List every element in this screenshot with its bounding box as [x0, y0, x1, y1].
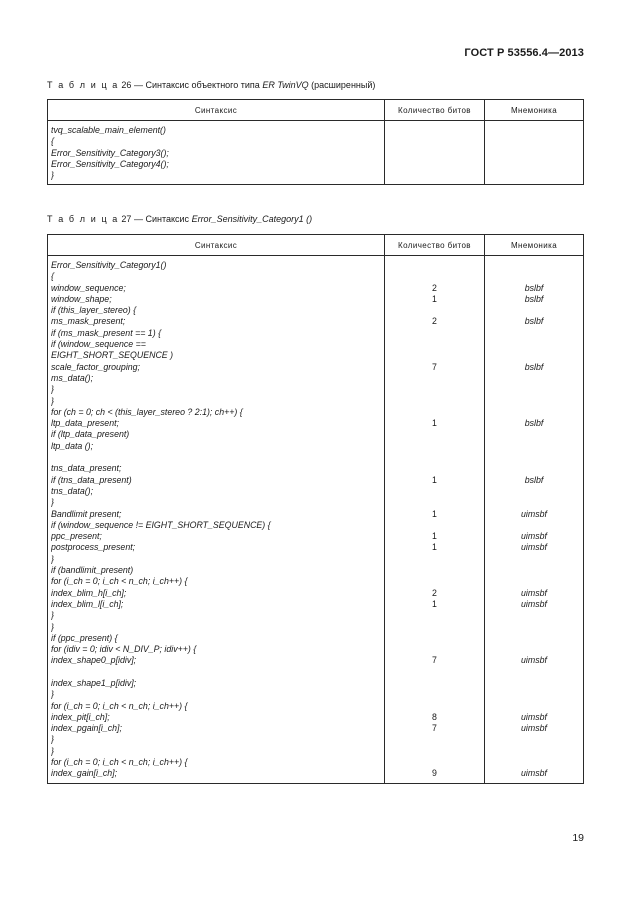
mnemonic-value: bslbf: [524, 361, 544, 372]
bits-value: [385, 125, 484, 136]
mnemonic-value: [485, 622, 583, 633]
table-header-row: [48, 100, 584, 121]
mnemonic-value: [485, 373, 583, 384]
bits-value: [385, 520, 484, 531]
mnemonic-value: [485, 486, 583, 497]
syntax-line: scale_factor_grouping;: [51, 361, 141, 372]
mnemonic-value: uimsbf: [521, 768, 547, 779]
syntax-line: ms_data();: [51, 372, 94, 383]
bits-value: [385, 610, 484, 621]
mnemonic-value: uimsbf: [521, 723, 547, 734]
bits-value: 1: [432, 418, 437, 429]
table-body-row: [48, 121, 584, 185]
mnemonic-value: [485, 576, 583, 587]
mnemonic-value: uimsbf: [521, 711, 547, 722]
mnemonic-value: [485, 452, 583, 463]
bits-value: [385, 396, 484, 407]
bits-value: 1: [432, 293, 437, 304]
mnemonic-value: [485, 701, 583, 712]
mnemonic-value: [485, 667, 583, 678]
mnemonic-value: [485, 407, 583, 418]
mnemonic-value: [485, 328, 583, 339]
syntax-line: }: [51, 689, 54, 700]
mnemonic-value: [485, 339, 583, 350]
mnemonic-value: [485, 734, 583, 745]
syntax-line: if (window_sequence != EIGHT_SHORT_SEQUENCE) {: [51, 519, 271, 530]
mnemonic-value: uimsbf: [521, 655, 547, 666]
mnemonic-value: [485, 441, 583, 452]
syntax-line: tvq_scalable_main_element(): [51, 125, 166, 135]
mnemonic-value: [485, 497, 583, 508]
bits-value: [385, 746, 484, 757]
syntax-line: tns_data_present;: [51, 463, 122, 474]
syntax-line: {: [51, 271, 54, 282]
mnemonic-value: uimsbf: [521, 598, 547, 609]
table-27: [47, 234, 584, 784]
caption-text: — Синтаксис: [133, 214, 190, 224]
mnemonic-value: bslbf: [524, 474, 544, 485]
bits-value: 2: [432, 282, 437, 293]
mnemonic-value: [485, 746, 583, 757]
mnemonic-value: [485, 565, 583, 576]
header-mnemonic: Мнемоника: [485, 100, 584, 121]
bits-value: 9: [432, 768, 437, 779]
syntax-line: [51, 452, 382, 463]
syntax-line: [51, 667, 382, 678]
bits-value: [385, 339, 484, 350]
syntax-line: index_gain[i_ch];: [51, 768, 118, 779]
table-26: [47, 99, 584, 185]
mnemonic-cell: [485, 121, 584, 185]
syntax-line: index_shape0_p[idiv];: [51, 655, 137, 666]
syntax-line: index_shape1_p[idiv];: [51, 677, 137, 688]
mnemonic-value: [485, 148, 583, 159]
mnemonic-value: [485, 136, 583, 147]
bits-value: [385, 384, 484, 395]
mnemonic-value: [485, 384, 583, 395]
mnemonic-value: [485, 125, 583, 136]
syntax-line: for (idiv = 0; idiv < N_DIV_P; idiv++) {: [51, 644, 197, 655]
syntax-line: }: [51, 734, 54, 745]
mnemonic-value: [485, 757, 583, 768]
syntax-line: window_shape;: [51, 293, 112, 304]
bits-value: [385, 328, 484, 339]
syntax-line: for (i_ch = 0; i_ch < n_ch; i_ch++) {: [51, 576, 188, 587]
mnemonic-value: [485, 396, 583, 407]
bits-value: [385, 565, 484, 576]
mnemonic-value: [485, 633, 583, 644]
bits-value: [385, 170, 484, 181]
syntax-line: }: [51, 384, 54, 395]
bits-value: [385, 429, 484, 440]
mnemonic-value: [485, 429, 583, 440]
mnemonic-value: uimsbf: [521, 587, 547, 598]
mnemonic-value: [485, 170, 583, 181]
header-bits: Количество битов: [385, 235, 485, 256]
bits-value: [385, 463, 484, 474]
table-26-caption: [47, 80, 375, 90]
bits-value: [385, 497, 484, 508]
syntax-cell: [48, 256, 385, 784]
syntax-line: ms_mask_present;: [51, 316, 126, 327]
syntax-line: }: [51, 745, 54, 756]
syntax-line: Bandlimit present;: [51, 508, 122, 519]
bits-value: 1: [432, 508, 437, 519]
syntax-line: if (ltp_data_present): [51, 429, 130, 440]
syntax-line: index_blim_l[i_ch];: [51, 598, 124, 609]
syntax-line: Error_Sensitivity_Category3();: [51, 147, 169, 158]
table-header-row: [48, 235, 584, 256]
syntax-line: index_blim_h[i_ch];: [51, 587, 127, 598]
syntax-line: if (tns_data_present): [51, 474, 132, 485]
syntax-cell: [48, 121, 385, 185]
caption-italic: ER TwinVQ: [262, 80, 309, 90]
mnemonic-value: [485, 644, 583, 655]
document-code: ГОСТ Р 53556.4—2013: [464, 47, 584, 59]
bits-value: [385, 757, 484, 768]
mnemonic-value: bslbf: [524, 316, 544, 327]
syntax-line: Error_Sensitivity_Category1(): [51, 260, 167, 270]
syntax-line: postprocess_present;: [51, 542, 136, 553]
syntax-line: index_pgain[i_ch];: [51, 723, 122, 734]
mnemonic-value: [485, 678, 583, 689]
bits-value: 7: [432, 361, 437, 372]
mnemonic-value: [485, 463, 583, 474]
table-label: Т а б л и ц а: [47, 80, 119, 90]
syntax-line: EIGHT_SHORT_SEQUENCE ): [51, 350, 174, 361]
caption-suffix: (расширенный): [311, 80, 376, 90]
bits-value: 8: [432, 711, 437, 722]
syntax-line: for (ch = 0; ch < (this_layer_stereo ? 2:1); ch++) {: [51, 406, 243, 417]
bits-value: [385, 633, 484, 644]
syntax-line: }: [51, 497, 54, 508]
bits-value: 7: [432, 655, 437, 666]
syntax-line: }: [51, 621, 54, 632]
bits-value: [385, 271, 484, 282]
bits-value: [385, 148, 484, 159]
header-syntax: Синтаксис: [48, 100, 385, 121]
bits-value: 1: [432, 474, 437, 485]
bits-value: [385, 350, 484, 361]
syntax-line: tns_data();: [51, 485, 94, 496]
bits-value: [385, 554, 484, 565]
syntax-line: if (ms_mask_present == 1) {: [51, 327, 162, 338]
bits-value: [385, 373, 484, 384]
bits-value: [385, 644, 484, 655]
mnemonic-value: bslbf: [524, 282, 544, 293]
syntax-line: if (this_layer_stereo) {: [51, 305, 137, 316]
syntax-line: ppc_present;: [51, 531, 102, 542]
syntax-line: }: [51, 553, 54, 564]
mnemonic-value: [485, 260, 583, 271]
syntax-line: {: [51, 136, 54, 147]
bits-value: [385, 701, 484, 712]
bits-value: [385, 407, 484, 418]
mnemonic-value: uimsbf: [521, 508, 547, 519]
bits-value: [385, 667, 484, 678]
mnemonic-value: uimsbf: [521, 542, 547, 553]
syntax-line: if (window_sequence ==: [51, 339, 146, 350]
mnemonic-value: bslbf: [524, 418, 544, 429]
bits-value: 7: [432, 723, 437, 734]
syntax-line: }: [51, 395, 54, 406]
header-syntax: Синтаксис: [48, 235, 385, 256]
bits-cell: [385, 256, 485, 784]
table-number: 26: [121, 80, 132, 90]
mnemonic-value: [485, 554, 583, 565]
page-number: 19: [572, 832, 584, 844]
bits-value: [385, 136, 484, 147]
syntax-line: for (i_ch = 0; i_ch < n_ch; i_ch++) {: [51, 700, 188, 711]
header-bits: Количество битов: [385, 100, 485, 121]
bits-cell: [385, 121, 485, 185]
mnemonic-value: bslbf: [524, 293, 544, 304]
bits-value: [385, 486, 484, 497]
bits-value: 1: [432, 531, 437, 542]
mnemonic-value: [485, 305, 583, 316]
syntax-line: }: [51, 170, 54, 181]
syntax-line: }: [51, 610, 54, 621]
bits-value: [385, 159, 484, 170]
bits-value: [385, 734, 484, 745]
bits-value: [385, 622, 484, 633]
bits-value: [385, 441, 484, 452]
table-27-caption: [47, 214, 312, 224]
syntax-line: for (i_ch = 0; i_ch < n_ch; i_ch++) {: [51, 757, 188, 768]
caption-italic: Error_Sensitivity_Category1 (): [191, 214, 313, 224]
bits-value: [385, 452, 484, 463]
mnemonic-value: uimsbf: [521, 531, 547, 542]
mnemonic-value: [485, 520, 583, 531]
table-number: 27: [121, 214, 132, 224]
syntax-line: if (ppc_present) {: [51, 632, 118, 643]
mnemonic-value: [485, 350, 583, 361]
syntax-line: if (bandlimit_present): [51, 565, 134, 576]
syntax-line: index_pit[i_ch];: [51, 711, 110, 722]
syntax-line: ltp_data_present;: [51, 418, 119, 429]
table-body-row: [48, 256, 584, 784]
mnemonic-value: [485, 271, 583, 282]
mnemonic-cell: [485, 256, 584, 784]
mnemonic-value: [485, 159, 583, 170]
bits-value: [385, 678, 484, 689]
syntax-line: ltp_data ();: [51, 440, 94, 451]
bits-value: [385, 576, 484, 587]
bits-value: 2: [432, 587, 437, 598]
mnemonic-value: [485, 610, 583, 621]
syntax-line: window_sequence;: [51, 282, 126, 293]
bits-value: 1: [432, 542, 437, 553]
bits-value: [385, 689, 484, 700]
bits-value: [385, 260, 484, 271]
mnemonic-value: [485, 689, 583, 700]
header-mnemonic: Мнемоника: [485, 235, 584, 256]
caption-text: — Синтаксис объектного типа: [133, 80, 260, 90]
table-label: Т а б л и ц а: [47, 214, 119, 224]
syntax-line: Error_Sensitivity_Category4();: [51, 158, 169, 169]
bits-value: 2: [432, 316, 437, 327]
bits-value: 1: [432, 598, 437, 609]
bits-value: [385, 305, 484, 316]
